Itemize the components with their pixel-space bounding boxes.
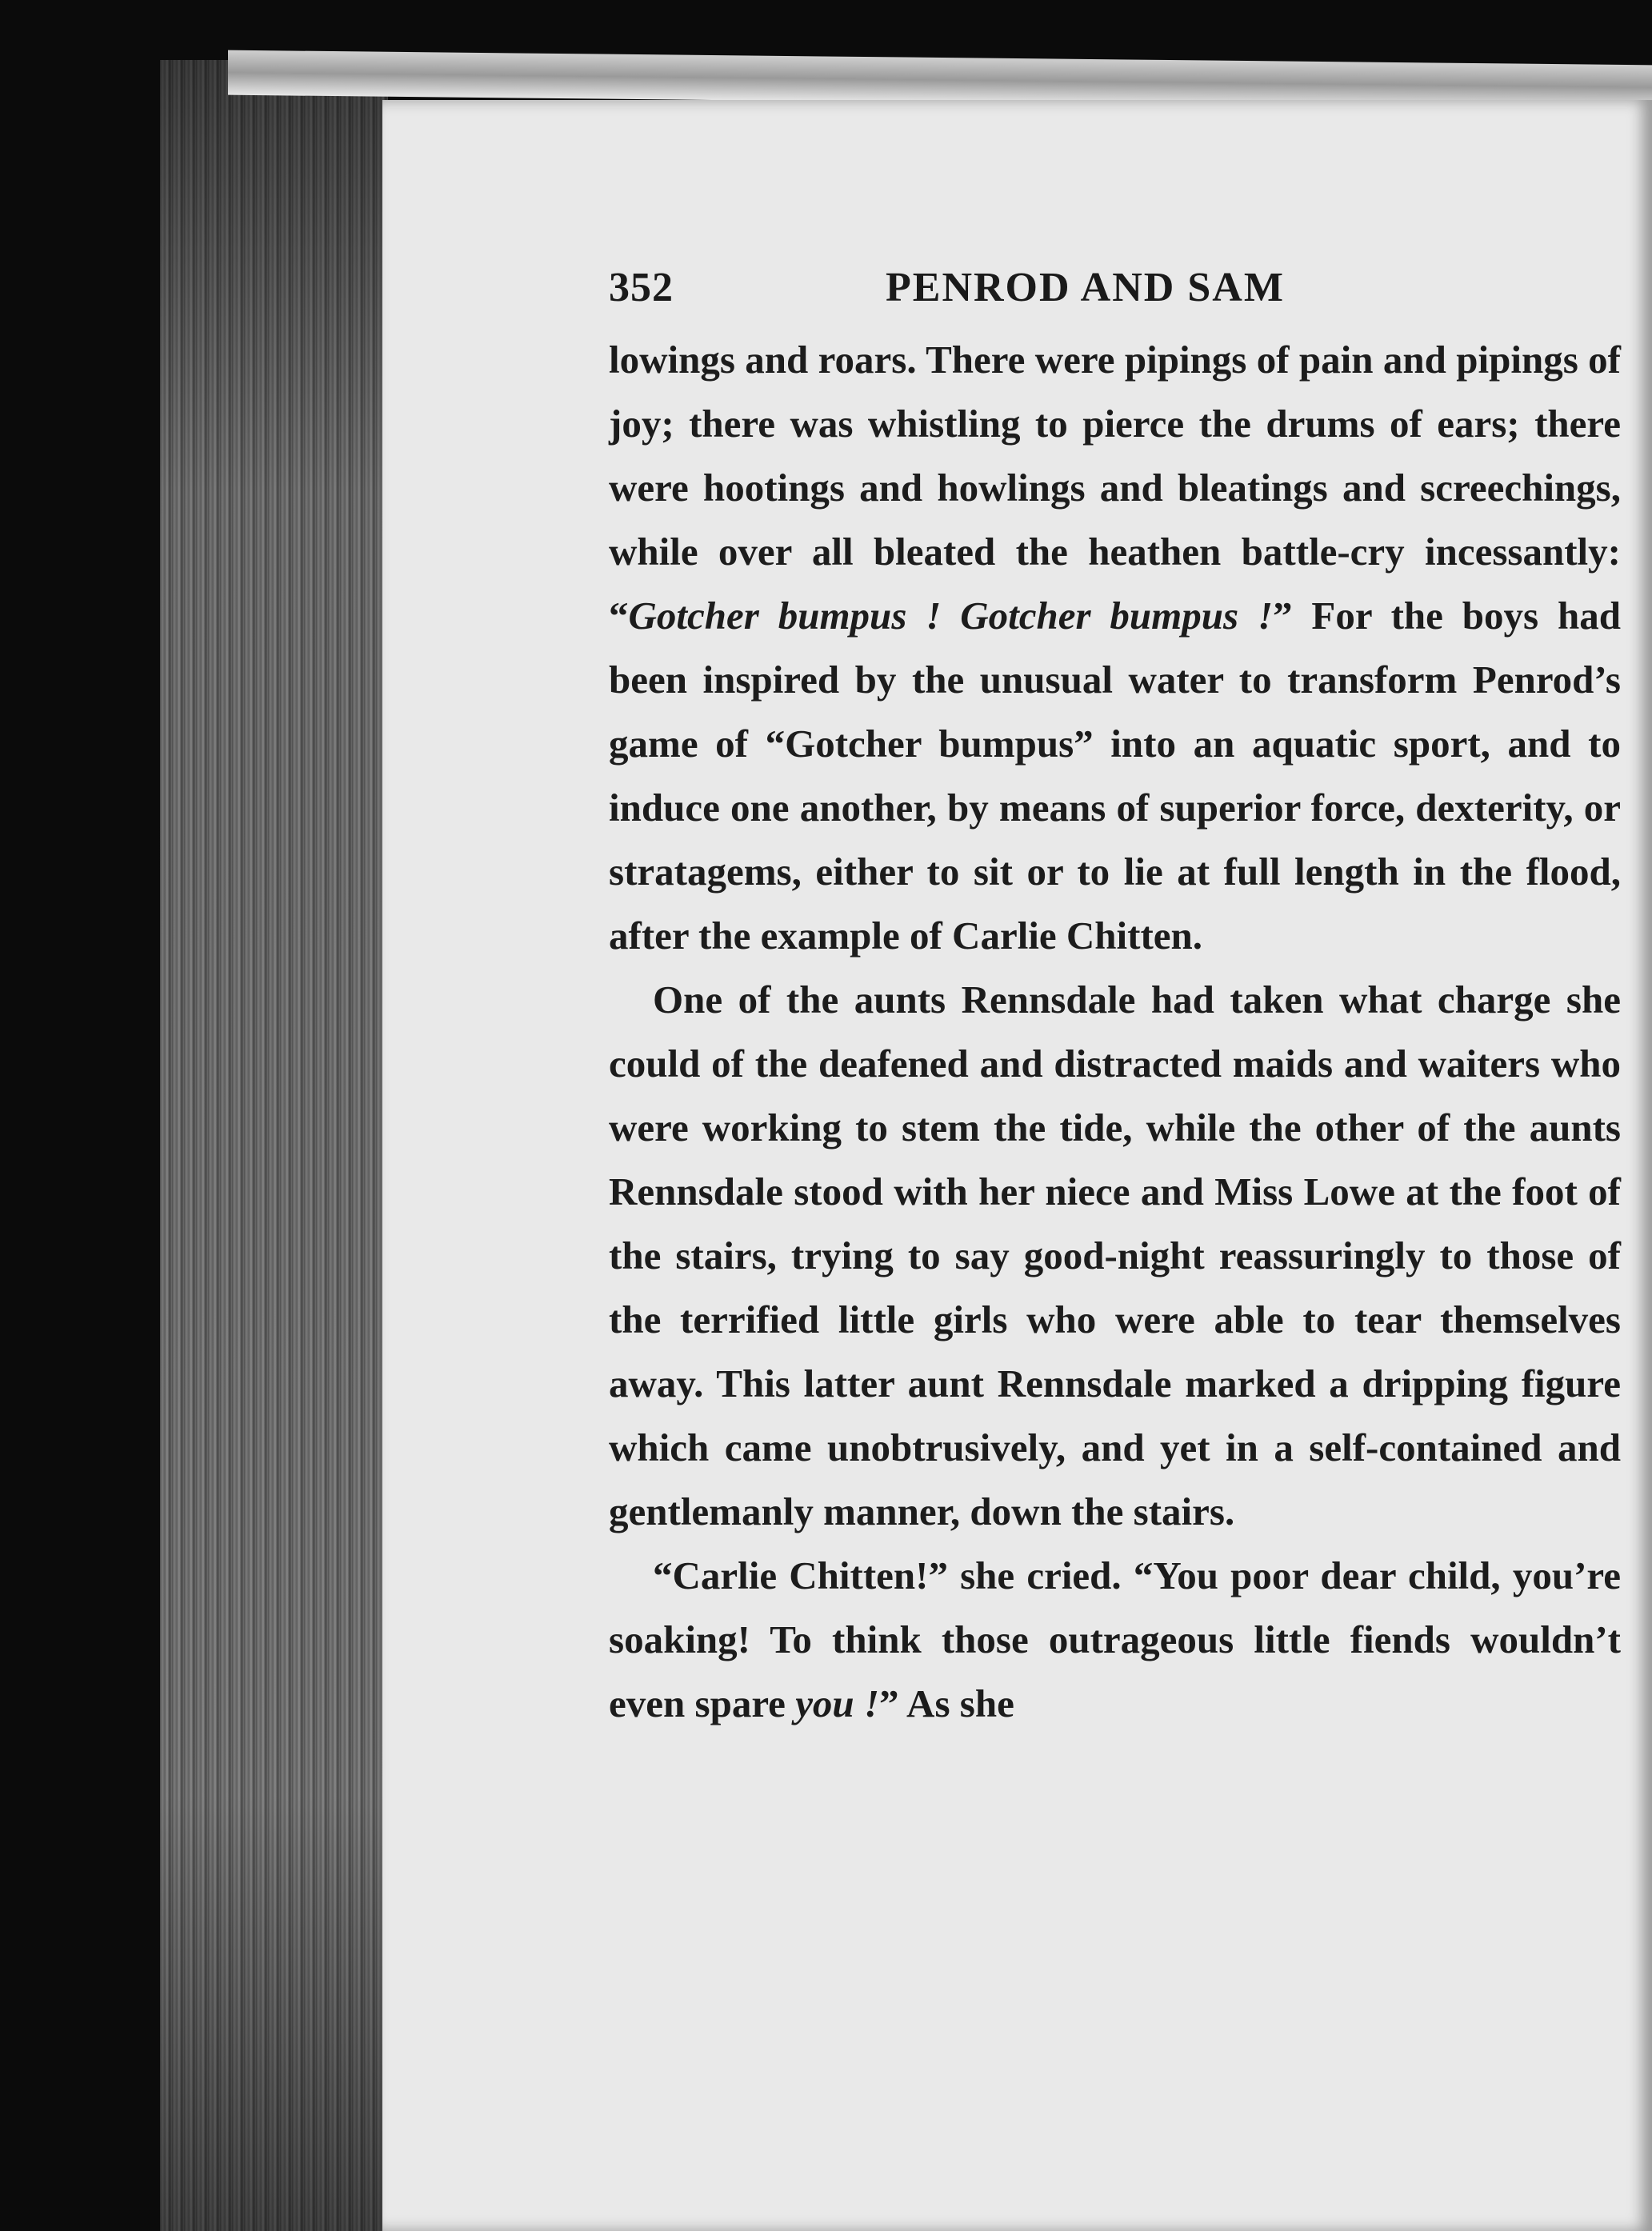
page-text-block — [609, 264, 1621, 1736]
paragraph-3: “Carlie Chitten!” she cried. “You poor dear child, you’re soaking! To think those outrageous little fiends wouldn’t even spare you !” As she — [609, 1553, 1621, 1725]
running-title: PENROD AND SAM — [886, 265, 1285, 310]
page-sheet — [382, 100, 1652, 2231]
paragraph-2: One of the aunts Rennsdale had taken what charge she could of the deafened and distracted maids and waiters who were working to stem the tide, while the other of the aunts Rennsdale stood with her niece and Miss Lowe at the foot of the stairs, trying to say good-night reassuringly to those of the terrified little girls who were able to tear themselves away. This latter aunt Rennsdale marked a dripping figure which came unobtrusively, and yet in a self-contained and gentlemanly manner, down the stairs. — [609, 978, 1621, 1533]
italic-phrase: you ! — [795, 1681, 880, 1725]
italic-phrase: Gotcher bumpus ! Gotcher bumpus ! — [628, 594, 1274, 638]
running-head — [609, 264, 1621, 328]
paragraph-1: lowings and roars. There were pipings of pain and pipings of joy; there was whistling to pierce the drums of ears; there were hootings and howlings and bleatings and screechings, while over all bleated the heathen battle-cry incessantly: “Gotcher bumpus ! Gotcher bumpus !” For the boys had been inspired by the unusual water to transform Penrod’s game of “Gotcher bumpus” into an aquatic sport, and to induce one another, by means of superior force, dexterity, or stratagems, either to sit or to lie at full length in the flood, after the example of Carlie Chitten. — [609, 338, 1621, 958]
page-number: 352 — [609, 265, 674, 310]
